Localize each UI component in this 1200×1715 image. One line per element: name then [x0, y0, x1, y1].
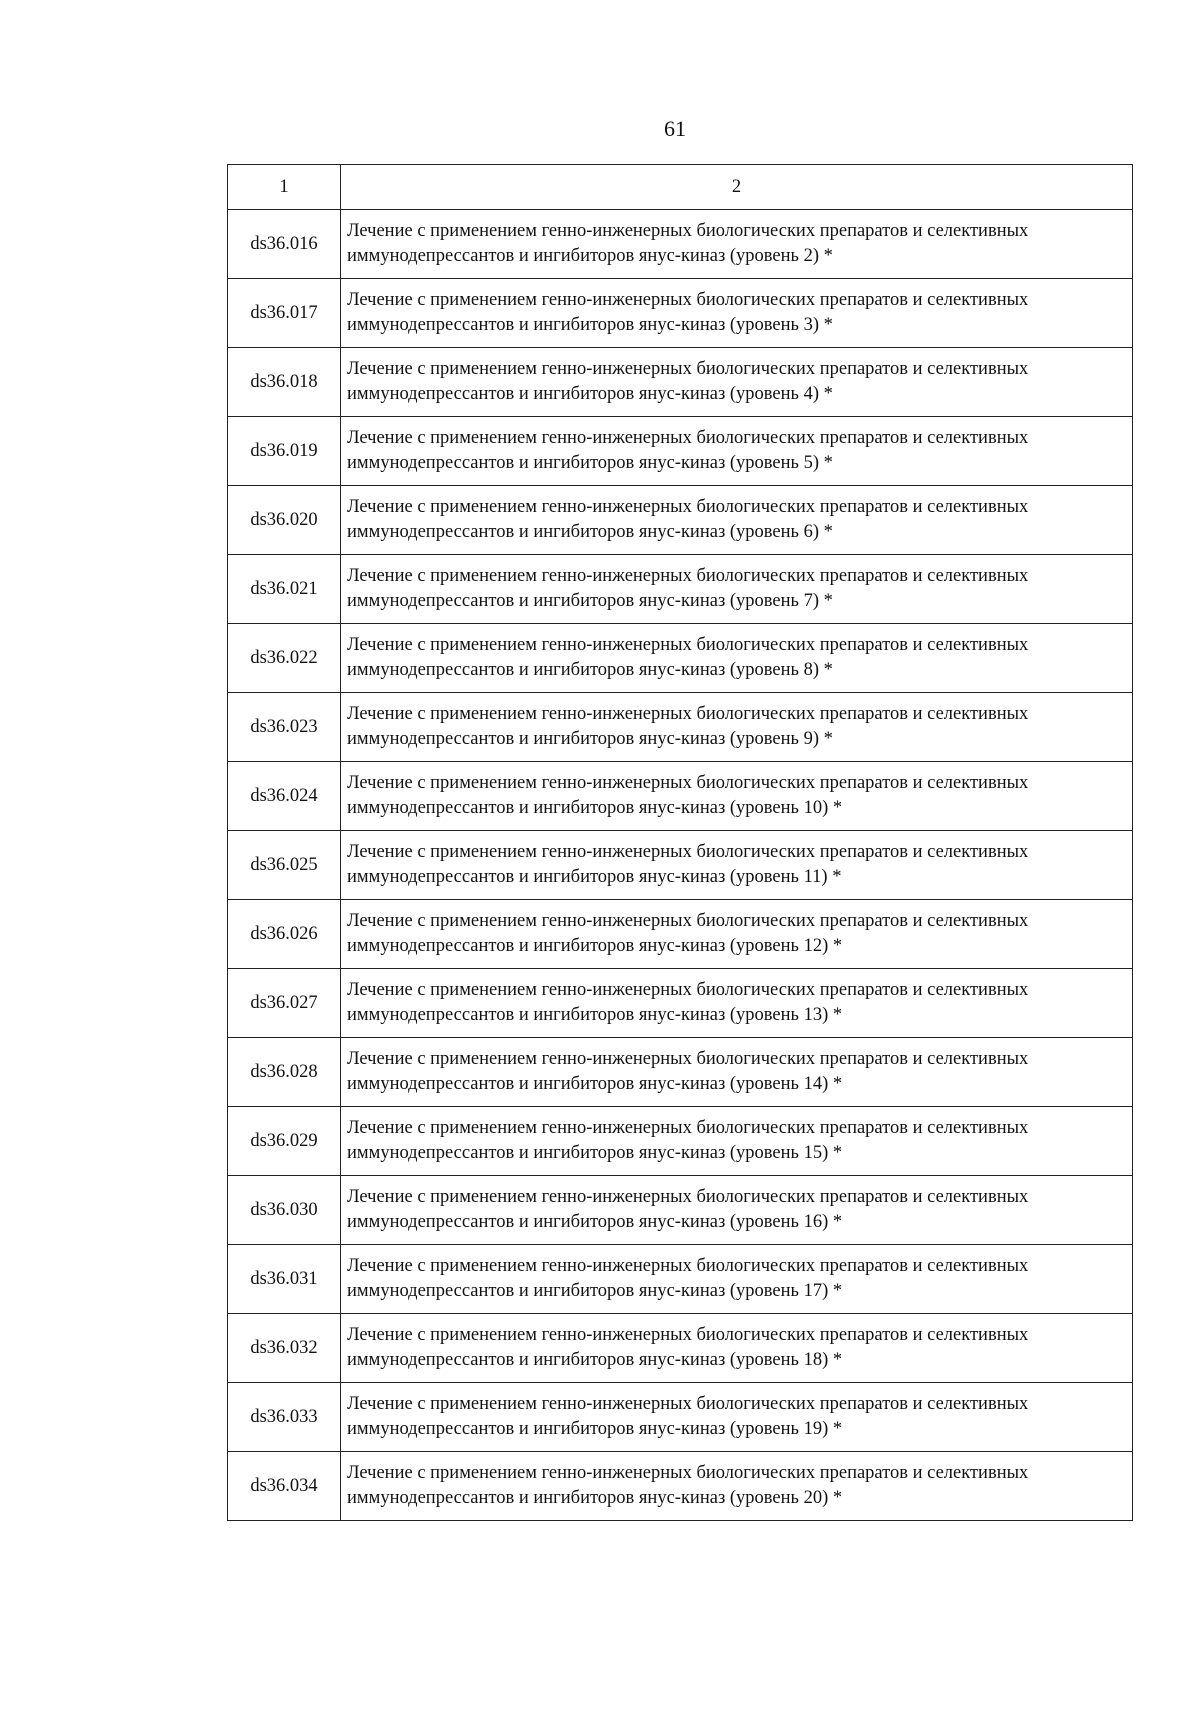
row-code: ds36.032	[228, 1314, 341, 1383]
row-description: Лечение с применением генно-инженерных биологических препаратов и селективных иммунодепрессантов и ингибиторов янус-киназ (уровень 15) *	[341, 1107, 1133, 1176]
table-row	[228, 210, 1133, 279]
table-row	[228, 1314, 1133, 1383]
column-header-1: 1	[228, 165, 341, 210]
row-code: ds36.023	[228, 693, 341, 762]
row-code: ds36.016	[228, 210, 341, 279]
row-description: Лечение с применением генно-инженерных биологических препаратов и селективных иммунодепрессантов и ингибиторов янус-киназ (уровень 7) *	[341, 555, 1133, 624]
row-code: ds36.026	[228, 900, 341, 969]
row-description: Лечение с применением генно-инженерных биологических препаратов и селективных иммунодепрессантов и ингибиторов янус-киназ (уровень 11) *	[341, 831, 1133, 900]
table-row	[228, 1245, 1133, 1314]
row-code: ds36.033	[228, 1383, 341, 1452]
row-description: Лечение с применением генно-инженерных биологических препаратов и селективных иммунодепрессантов и ингибиторов янус-киназ (уровень 19) *	[341, 1383, 1133, 1452]
row-description: Лечение с применением генно-инженерных биологических препаратов и селективных иммунодепрессантов и ингибиторов янус-киназ (уровень 20) *	[341, 1452, 1133, 1521]
page-number: 61	[664, 116, 686, 141]
row-code: ds36.022	[228, 624, 341, 693]
table-body	[228, 165, 1133, 1521]
table-row	[228, 1452, 1133, 1521]
table-row	[228, 831, 1133, 900]
table-row	[228, 762, 1133, 831]
table-row	[228, 900, 1133, 969]
row-description: Лечение с применением генно-инженерных биологических препаратов и селективных иммунодепрессантов и ингибиторов янус-киназ (уровень 12) *	[341, 900, 1133, 969]
row-code: ds36.020	[228, 486, 341, 555]
table-row	[228, 417, 1133, 486]
table-row	[228, 1383, 1133, 1452]
row-code: ds36.025	[228, 831, 341, 900]
row-description: Лечение с применением генно-инженерных биологических препаратов и селективных иммунодепрессантов и ингибиторов янус-киназ (уровень 10) *	[341, 762, 1133, 831]
table-row	[228, 1038, 1133, 1107]
table-row	[228, 693, 1133, 762]
row-code: ds36.024	[228, 762, 341, 831]
table-row	[228, 1107, 1133, 1176]
row-code: ds36.018	[228, 348, 341, 417]
row-description: Лечение с применением генно-инженерных биологических препаратов и селективных иммунодепрессантов и ингибиторов янус-киназ (уровень 6) *	[341, 486, 1133, 555]
row-description: Лечение с применением генно-инженерных биологических препаратов и селективных иммунодепрессантов и ингибиторов янус-киназ (уровень 4) *	[341, 348, 1133, 417]
row-description: Лечение с применением генно-инженерных биологических препаратов и селективных иммунодепрессантов и ингибиторов янус-киназ (уровень 18) *	[341, 1314, 1133, 1383]
table-row	[228, 486, 1133, 555]
row-code: ds36.029	[228, 1107, 341, 1176]
table-row	[228, 348, 1133, 417]
row-code: ds36.019	[228, 417, 341, 486]
row-code: ds36.030	[228, 1176, 341, 1245]
table-row	[228, 555, 1133, 624]
table-row	[228, 969, 1133, 1038]
table-row	[228, 624, 1133, 693]
row-description: Лечение с применением генно-инженерных биологических препаратов и селективных иммунодепрессантов и ингибиторов янус-киназ (уровень 16) *	[341, 1176, 1133, 1245]
table-header-row	[228, 165, 1133, 210]
document-table	[227, 164, 1133, 1521]
row-description: Лечение с применением генно-инженерных биологических препаратов и селективных иммунодепрессантов и ингибиторов янус-киназ (уровень 2) *	[341, 210, 1133, 279]
table-row	[228, 1176, 1133, 1245]
row-description: Лечение с применением генно-инженерных биологических препаратов и селективных иммунодепрессантов и ингибиторов янус-киназ (уровень 8) *	[341, 624, 1133, 693]
row-description: Лечение с применением генно-инженерных биологических препаратов и селективных иммунодепрессантов и ингибиторов янус-киназ (уровень 9) *	[341, 693, 1133, 762]
table-row	[228, 279, 1133, 348]
row-code: ds36.031	[228, 1245, 341, 1314]
row-code: ds36.017	[228, 279, 341, 348]
row-code: ds36.027	[228, 969, 341, 1038]
row-description: Лечение с применением генно-инженерных биологических препаратов и селективных иммунодепрессантов и ингибиторов янус-киназ (уровень 5) *	[341, 417, 1133, 486]
row-code: ds36.034	[228, 1452, 341, 1521]
row-code: ds36.021	[228, 555, 341, 624]
row-description: Лечение с применением генно-инженерных биологических препаратов и селективных иммунодепрессантов и ингибиторов янус-киназ (уровень 17) *	[341, 1245, 1133, 1314]
column-header-2: 2	[341, 165, 1133, 210]
row-description: Лечение с применением генно-инженерных биологических препаратов и селективных иммунодепрессантов и ингибиторов янус-киназ (уровень 14) *	[341, 1038, 1133, 1107]
row-code: ds36.028	[228, 1038, 341, 1107]
row-description: Лечение с применением генно-инженерных биологических препаратов и селективных иммунодепрессантов и ингибиторов янус-киназ (уровень 13) *	[341, 969, 1133, 1038]
row-description: Лечение с применением генно-инженерных биологических препаратов и селективных иммунодепрессантов и ингибиторов янус-киназ (уровень 3) *	[341, 279, 1133, 348]
